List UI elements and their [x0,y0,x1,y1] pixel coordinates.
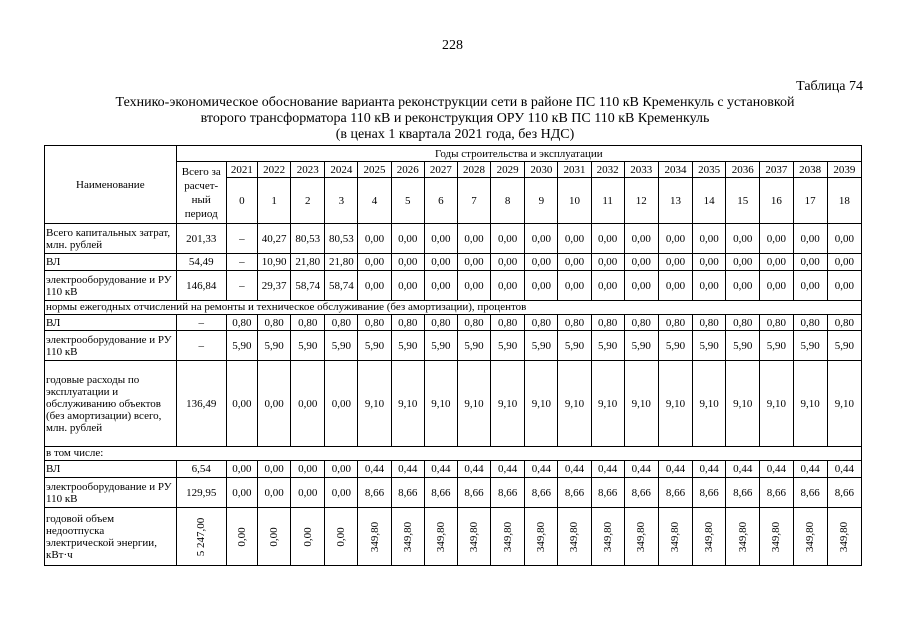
year-value: 0,44 [491,461,525,478]
year-value: 9,10 [693,361,726,447]
value-cell [525,508,558,566]
year-value: 0,00 [658,254,692,271]
year-index: 0 [226,178,257,224]
year-value: 0,00 [358,271,391,301]
year-value: 0,00 [693,254,726,271]
year-header: 2032 [591,162,624,178]
year-value: 5,90 [793,331,827,361]
value-cell [827,508,861,566]
title-line: Технико-экономическое обоснование варианта реконструкции сети в районе ПС 110 кВ Кременкуль с установкой [115,95,795,110]
year-value: 0,00 [291,461,325,478]
year-value: 5,90 [391,331,424,361]
year-value: 5,90 [726,331,760,361]
table-row [45,447,862,461]
value-cell [624,508,658,566]
year-value: 0,00 [760,224,793,254]
value-cell [591,508,624,566]
year-value: 0,00 [457,254,490,271]
year-value: 8,66 [424,478,457,508]
year-value: 29,37 [258,271,291,301]
value-cell [726,508,760,566]
year-value: 0,00 [424,224,457,254]
total-value: 146,84 [176,271,226,301]
row-name: Всего капитальных затрат, млн. рублей [45,224,177,254]
year-index: 4 [358,178,391,224]
year-value: 0,00 [693,271,726,301]
value-cell [424,508,457,566]
year-value: 5,90 [424,331,457,361]
year-header: 2024 [325,162,358,178]
year-value: 8,66 [624,478,658,508]
year-value: 80,53 [291,224,325,254]
year-value: 0,80 [693,315,726,331]
year-index: 2 [291,178,325,224]
value-cell [658,508,692,566]
year-value: 9,10 [591,361,624,447]
year-value: 0,00 [624,271,658,301]
year-value: 0,00 [358,224,391,254]
year-value: 5,90 [226,331,257,361]
year-value: 0,00 [558,224,591,254]
year-header: 2034 [658,162,692,178]
total-value: 54,49 [176,254,226,271]
year-value: 0,00 [424,271,457,301]
year-value: 349,80 [736,521,749,552]
year-value: 0,00 [793,271,827,301]
year-value: 349,80 [601,521,614,552]
year-value: 5,90 [457,331,490,361]
year-value: – [226,271,257,301]
year-index: 18 [827,178,861,224]
year-value: 0,00 [591,271,624,301]
year-value: 0,00 [258,478,291,508]
year-value: 0,80 [558,315,591,331]
year-value: 0,80 [258,315,291,331]
year-header: 2021 [226,162,257,178]
value-cell [793,508,827,566]
year-index: 1 [258,178,291,224]
year-value: 349,80 [501,521,514,552]
year-value: 349,80 [434,521,447,552]
year-value: – [226,254,257,271]
year-value: 0,00 [558,271,591,301]
year-value: 0,44 [391,461,424,478]
year-value: 0,00 [624,254,658,271]
year-value: 349,80 [804,521,817,552]
year-value: 0,00 [325,478,358,508]
table-number: Таблица 74 [796,79,863,94]
year-value: 58,74 [325,271,358,301]
year-value: 58,74 [291,271,325,301]
table-row [45,331,862,361]
year-header: 2027 [424,162,457,178]
year-value: 0,00 [525,254,558,271]
year-value: 9,10 [491,361,525,447]
year-value: 0,00 [226,461,257,478]
year-index: 13 [658,178,692,224]
value-cell [291,508,325,566]
year-value: 5,90 [325,331,358,361]
year-header: 2039 [827,162,861,178]
year-value: 0,00 [726,271,760,301]
year-header: 2030 [525,162,558,178]
year-value: 0,00 [358,254,391,271]
year-value: 0,00 [258,361,291,447]
year-value: 0,00 [325,461,358,478]
year-value: 9,10 [793,361,827,447]
year-value: 5,90 [491,331,525,361]
year-header: 2025 [358,162,391,178]
year-index: 9 [525,178,558,224]
table-row [45,301,862,315]
page-number: 228 [442,38,463,53]
year-header: 2023 [291,162,325,178]
year-value: 0,00 [525,271,558,301]
year-value: 8,66 [358,478,391,508]
row-name: годовые расходы по эксплуатации и обслуживанию объектов (без амортизации) всего, млн. рублей [45,361,177,447]
year-index: 11 [591,178,624,224]
year-value: 0,44 [793,461,827,478]
total-value: 201,33 [176,224,226,254]
year-index: 5 [391,178,424,224]
year-value: 9,10 [658,361,692,447]
year-value: 0,00 [693,224,726,254]
year-value: 349,80 [770,521,783,552]
year-value: 0,00 [760,271,793,301]
year-value: 9,10 [391,361,424,447]
year-header: 2037 [760,162,793,178]
year-header: 2036 [726,162,760,178]
section-label: нормы ежегодных отчислений на ремонты и техническое обслуживание (без амортизации), процентов [45,301,862,315]
year-value: 9,10 [358,361,391,447]
year-value: 0,00 [827,271,861,301]
year-value: 0,44 [457,461,490,478]
value-cell [457,508,490,566]
year-value: 0,80 [525,315,558,331]
year-value: 0,80 [591,315,624,331]
value-cell [760,508,793,566]
year-value: 0,00 [235,526,248,547]
year-value: 0,00 [658,271,692,301]
year-value: 0,44 [658,461,692,478]
year-value: 0,80 [491,315,525,331]
year-value: 21,80 [291,254,325,271]
total-value: – [176,315,226,331]
year-value: 349,80 [703,521,716,552]
value-cell [491,508,525,566]
year-value: 5,90 [827,331,861,361]
year-value: 0,00 [391,254,424,271]
total-column-header: Всего за расчет-ный период [176,162,226,224]
year-value: 0,44 [525,461,558,478]
value-cell [693,508,726,566]
year-value: 0,00 [291,361,325,447]
total-cell [176,508,226,566]
year-value: 8,66 [491,478,525,508]
year-value: 0,44 [591,461,624,478]
year-value: 0,44 [558,461,591,478]
year-value: 8,66 [525,478,558,508]
table-row [45,361,862,447]
year-value: 9,10 [457,361,490,447]
year-value: 0,00 [491,271,525,301]
value-cell [325,508,358,566]
value-cell [391,508,424,566]
year-header: 2033 [624,162,658,178]
year-value: 0,00 [827,224,861,254]
year-value: 0,44 [693,461,726,478]
year-value: 8,66 [558,478,591,508]
title-line: (в ценах 1 квартала 2021 года, без НДС) [335,127,575,142]
year-value: 0,00 [558,254,591,271]
year-index: 3 [325,178,358,224]
row-name: ВЛ [45,461,177,478]
year-value: 5,90 [624,331,658,361]
year-value: 9,10 [558,361,591,447]
year-index: 12 [624,178,658,224]
year-value: 8,66 [760,478,793,508]
year-header: 2031 [558,162,591,178]
value-cell [558,508,591,566]
row-name: ВЛ [45,315,177,331]
year-value: 0,00 [325,361,358,447]
year-value: 0,00 [591,224,624,254]
year-value: 5,90 [591,331,624,361]
year-value: 0,44 [424,461,457,478]
year-value: 349,80 [635,521,648,552]
year-value: 0,80 [358,315,391,331]
year-value: 0,80 [726,315,760,331]
year-value: 0,80 [391,315,424,331]
year-index: 15 [726,178,760,224]
year-index: 8 [491,178,525,224]
year-value: 0,80 [457,315,490,331]
year-value: 8,66 [827,478,861,508]
year-value: 0,00 [457,224,490,254]
year-index: 17 [793,178,827,224]
year-header: 2038 [793,162,827,178]
total-value: 5 247,00 [195,517,208,556]
year-value: 0,00 [793,224,827,254]
total-value: 6,54 [176,461,226,478]
year-value: 0,80 [291,315,325,331]
year-value: 0,00 [827,254,861,271]
year-value: 0,00 [268,526,281,547]
year-value: 5,90 [358,331,391,361]
year-value: 0,80 [793,315,827,331]
row-name: электрооборудование и РУ 110 кВ [45,331,177,361]
year-value: 0,80 [424,315,457,331]
year-value: 0,44 [624,461,658,478]
year-value: 21,80 [325,254,358,271]
year-index: 7 [457,178,490,224]
year-header: 2028 [457,162,490,178]
year-value: 5,90 [760,331,793,361]
title-line: второго трансформатора 110 кВ и реконструкция ОРУ 110 кВ ПС 110 кВ Кременкуль [200,111,710,126]
year-value: 349,80 [468,521,481,552]
year-value: 0,00 [335,526,348,547]
year-value: 5,90 [693,331,726,361]
table-row [45,315,862,331]
year-value: 349,80 [368,521,381,552]
year-value: 0,00 [525,224,558,254]
table-row [45,254,862,271]
year-index: 6 [424,178,457,224]
year-value: 5,90 [658,331,692,361]
table-row [45,508,862,566]
year-value: 9,10 [827,361,861,447]
year-value: 0,80 [827,315,861,331]
year-value: 0,00 [457,271,490,301]
year-value: 0,00 [726,254,760,271]
year-value: 0,80 [624,315,658,331]
feasibility-table [44,145,862,566]
row-name: ВЛ [45,254,177,271]
row-name: годовой объем недоотпуска электрической энергии, кВт·ч [45,508,177,566]
years-group-header: Годы строительства и эксплуатации [176,146,861,162]
section-label: в том числе: [45,447,862,461]
year-value: 0,44 [726,461,760,478]
year-value: 0,00 [760,254,793,271]
year-value: 0,00 [226,478,257,508]
year-value: 0,80 [658,315,692,331]
year-index: 10 [558,178,591,224]
row-name: электрооборудование и РУ 110 кВ [45,478,177,508]
total-value: 129,95 [176,478,226,508]
year-header: 2029 [491,162,525,178]
year-value: 8,66 [793,478,827,508]
year-value: 0,00 [226,361,257,447]
year-value: 5,90 [291,331,325,361]
year-value: 349,80 [838,521,851,552]
year-value: 349,80 [669,521,682,552]
year-value: 0,80 [325,315,358,331]
year-value: 0,00 [726,224,760,254]
year-header: 2022 [258,162,291,178]
year-value: 0,80 [760,315,793,331]
year-value: 0,00 [591,254,624,271]
year-value: 9,10 [424,361,457,447]
year-value: 0,00 [291,478,325,508]
year-value: – [226,224,257,254]
table-row [45,461,862,478]
year-value: 349,80 [568,521,581,552]
year-value: 9,10 [624,361,658,447]
year-value: 9,10 [760,361,793,447]
year-header: 2035 [693,162,726,178]
table-row [45,271,862,301]
year-value: 0,00 [491,224,525,254]
year-index: 14 [693,178,726,224]
year-value: 0,44 [358,461,391,478]
year-value: 0,44 [827,461,861,478]
year-value: 0,00 [491,254,525,271]
year-value: 0,00 [793,254,827,271]
table-row [45,478,862,508]
total-value: – [176,331,226,361]
year-index: 16 [760,178,793,224]
year-value: 40,27 [258,224,291,254]
value-cell [358,508,391,566]
value-cell [258,508,291,566]
year-value: 0,00 [391,224,424,254]
year-value: 8,66 [591,478,624,508]
year-value: 10,90 [258,254,291,271]
year-value: 0,00 [424,254,457,271]
year-value: 9,10 [726,361,760,447]
year-value: 349,80 [535,521,548,552]
year-value: 8,66 [658,478,692,508]
total-value: 136,49 [176,361,226,447]
table-row [45,224,862,254]
row-name: электрооборудование и РУ 110 кВ [45,271,177,301]
year-value: 8,66 [457,478,490,508]
year-value: 0,00 [658,224,692,254]
year-value: 9,10 [525,361,558,447]
year-value: 0,00 [301,526,314,547]
year-value: 0,00 [258,461,291,478]
year-value: 0,00 [391,271,424,301]
year-value: 5,90 [258,331,291,361]
year-value: 0,80 [226,315,257,331]
year-header: 2026 [391,162,424,178]
year-value: 80,53 [325,224,358,254]
table-title [60,95,850,143]
year-value: 349,80 [401,521,414,552]
year-value: 5,90 [525,331,558,361]
year-value: 8,66 [693,478,726,508]
year-value: 8,66 [391,478,424,508]
year-value: 0,00 [624,224,658,254]
year-value: 5,90 [558,331,591,361]
year-value: 0,44 [760,461,793,478]
value-cell [226,508,257,566]
year-value: 8,66 [726,478,760,508]
name-column-header: Наименование [45,146,177,224]
